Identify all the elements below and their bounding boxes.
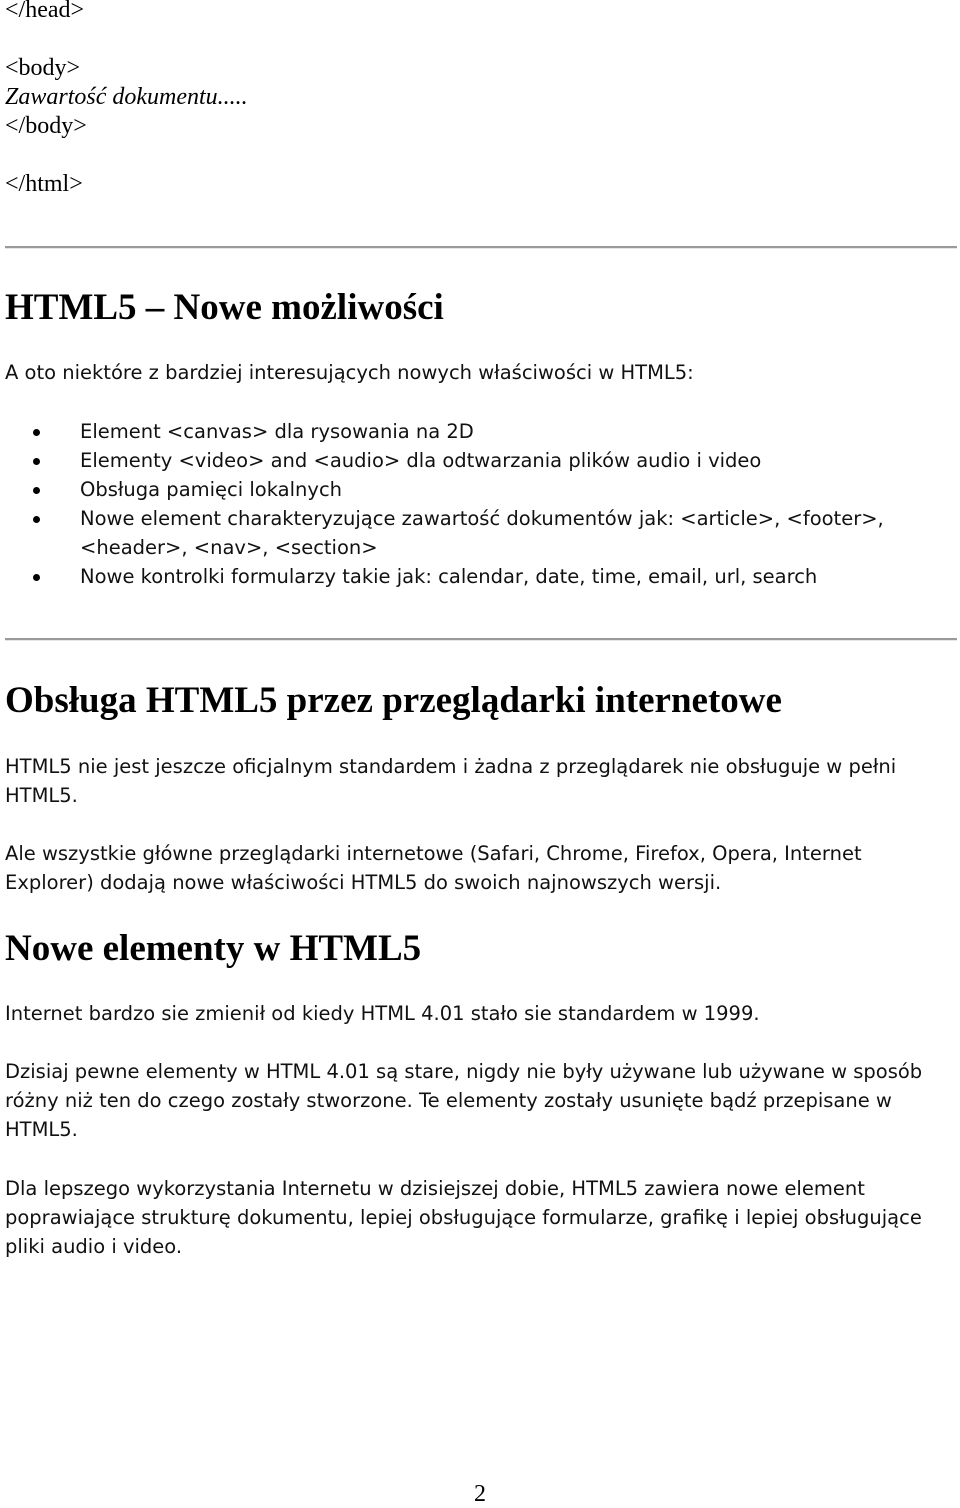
heading-new-elements: Nowe elementy w HTML5	[5, 928, 422, 969]
code-snippet	[5, 0, 248, 199]
new-elements-paragraph-3: Dla lepszego wykorzystania Internetu w dzisiejszej dobie, HTML5 zawiera nowe element poprawiające strukturę dokumentu, lepiej obsługujące formularze, grafikę i lepiej obsługujące pliki audio i video.	[5, 1177, 922, 1258]
list-item: Elementy <video> and <audio> dla odtwarzania plików audio i video	[80, 446, 960, 475]
code-body-close: </body>	[5, 113, 87, 139]
intro-text: A oto niektóre z bardziej interesujących nowych właściwości w HTML5:	[5, 361, 694, 384]
code-head-close: </head>	[5, 0, 85, 23]
heading-new-features: HTML5 – Nowe możliwości	[5, 287, 444, 328]
page-number: 2	[474, 1481, 486, 1507]
list-item: Element <canvas> dla rysowania na 2D	[80, 417, 960, 446]
feature-list	[5, 417, 960, 591]
code-body-open: <body>	[5, 55, 81, 81]
bullet-icon	[33, 574, 40, 581]
list-item: Nowe element charakteryzujące zawartość dokumentów jak: <article>, <footer>, <header>, <nav>, <section>	[80, 504, 960, 562]
bullet-icon	[33, 429, 40, 436]
list-item: Obsługa pamięci lokalnych	[80, 475, 960, 504]
browsers-paragraph-2: Ale wszystkie główne przeglądarki internetowe (Safari, Chrome, Firefox, Opera, Internet Explorer) dodają nowe właściwości HTML5 do swoich najnowszych wersji.	[5, 842, 862, 894]
heading-browsers: Obsługa HTML5 przez przeglądarki internetowe	[5, 680, 782, 721]
browsers-paragraph-1: HTML5 nie jest jeszcze oficjalnym standardem i żadna z przeglądarek nie obsługuje w pełni HTML5.	[5, 755, 897, 807]
bullet-icon	[33, 487, 40, 494]
bullet-icon	[33, 516, 40, 523]
divider-top	[5, 246, 957, 249]
new-elements-paragraph-1: Internet bardzo sie zmienił od kiedy HTML 4.01 stało sie standardem w 1999.	[5, 1002, 760, 1025]
new-elements-paragraph-2: Dzisiaj pewne elementy w HTML 4.01 są stare, nigdy nie były używane lub używane w sposób różny niż ten do czego zostały stworzone. Te elementy zostały usunięte bądź przepisane w HTML5.	[5, 1060, 923, 1141]
bullet-icon	[33, 458, 40, 465]
code-body-content: Zawartość dokumentu.....	[5, 84, 248, 110]
divider-middle	[5, 638, 957, 641]
code-html-close: </html>	[5, 171, 83, 197]
list-item: Nowe kontrolki formularzy takie jak: calendar, date, time, email, url, search	[80, 562, 960, 591]
